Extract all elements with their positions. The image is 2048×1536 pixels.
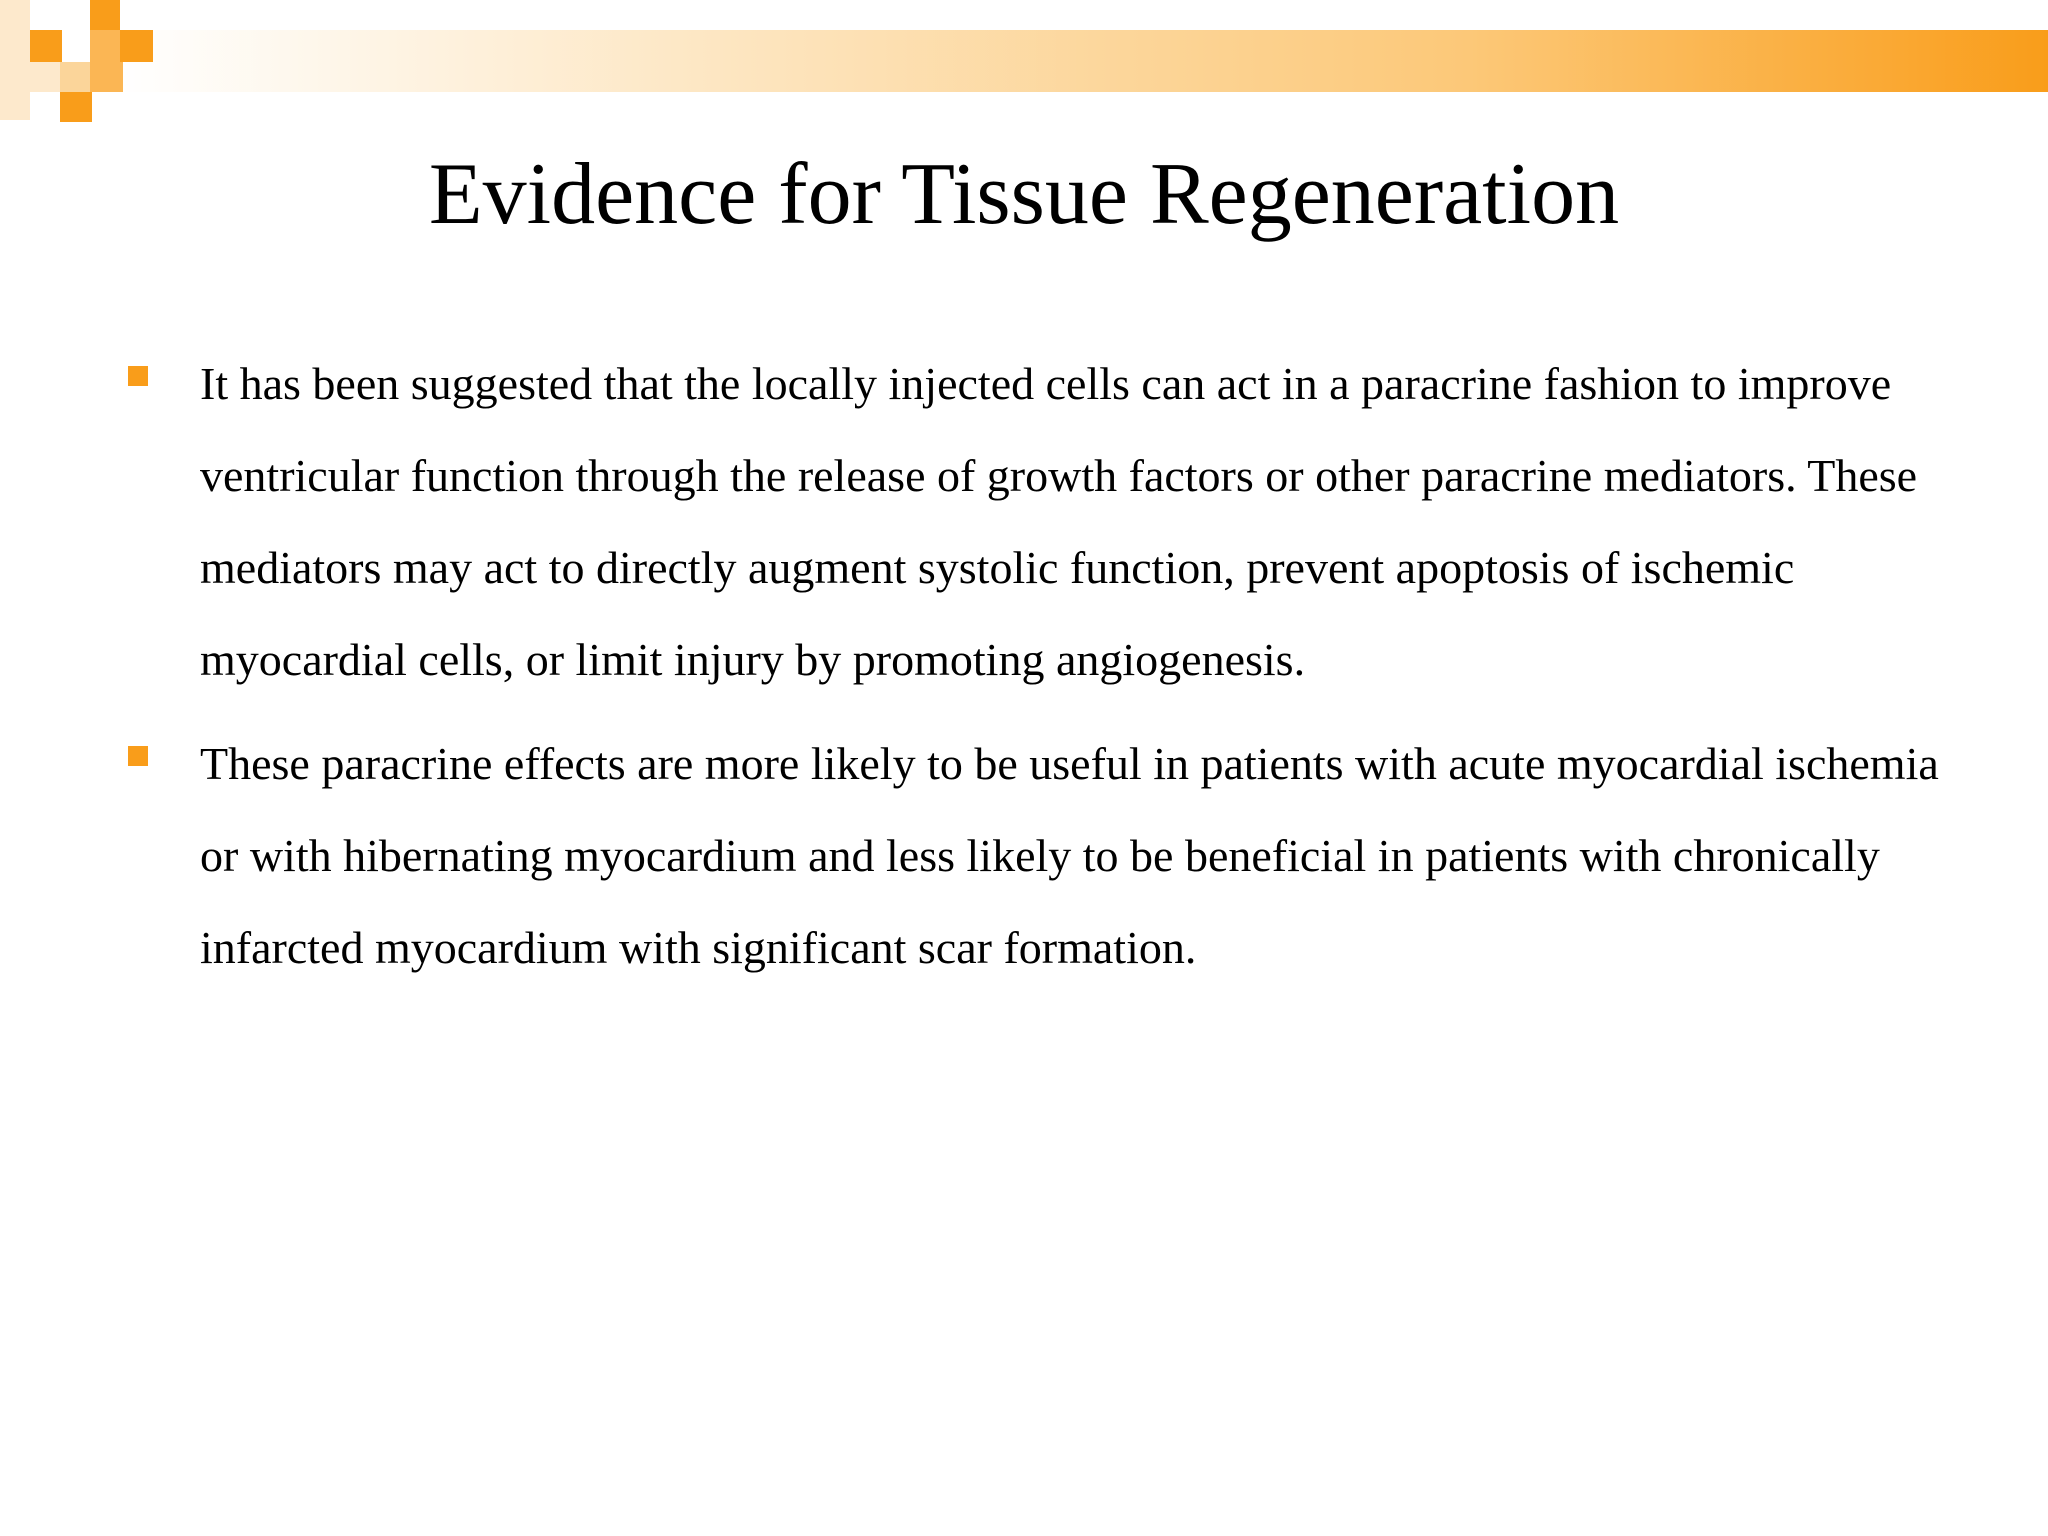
- orange-square-bullet-icon: [128, 366, 148, 386]
- logo-square: [120, 30, 153, 62]
- logo-square: [0, 0, 30, 120]
- logo-square: [30, 62, 60, 92]
- bullet-item: [120, 338, 1940, 706]
- logo-square: [30, 30, 62, 62]
- logo-square: [90, 62, 123, 92]
- bullet-text: These paracrine effects are more likely to be useful in patients with acute myocardial ischemia or with hibernating myocardium and less likely to be beneficial in patients with chronically infarcted myocardium with significant scar formation.: [200, 738, 1939, 973]
- header-gradient-band: [118, 30, 2048, 92]
- bullet-text: It has been suggested that the locally injected cells can act in a paracrine fashion to improve ventricular function through the release of growth factors or other paracrine mediators. These mediators may act to directly augment systolic function, prevent apoptosis of ischemic myocardial cells, or limit injury by promoting angiogenesis.: [200, 358, 1918, 685]
- logo-square: [60, 92, 92, 122]
- orange-square-bullet-icon: [128, 746, 148, 766]
- logo-square: [90, 30, 120, 62]
- slide-title: Evidence for Tissue Regeneration: [428, 146, 1620, 243]
- logo-square: [90, 0, 120, 30]
- logo-square: [60, 62, 90, 92]
- bullet-list: [120, 338, 1940, 1006]
- orange-squares-logo-icon: [0, 0, 160, 130]
- bullet-item: [120, 718, 1940, 994]
